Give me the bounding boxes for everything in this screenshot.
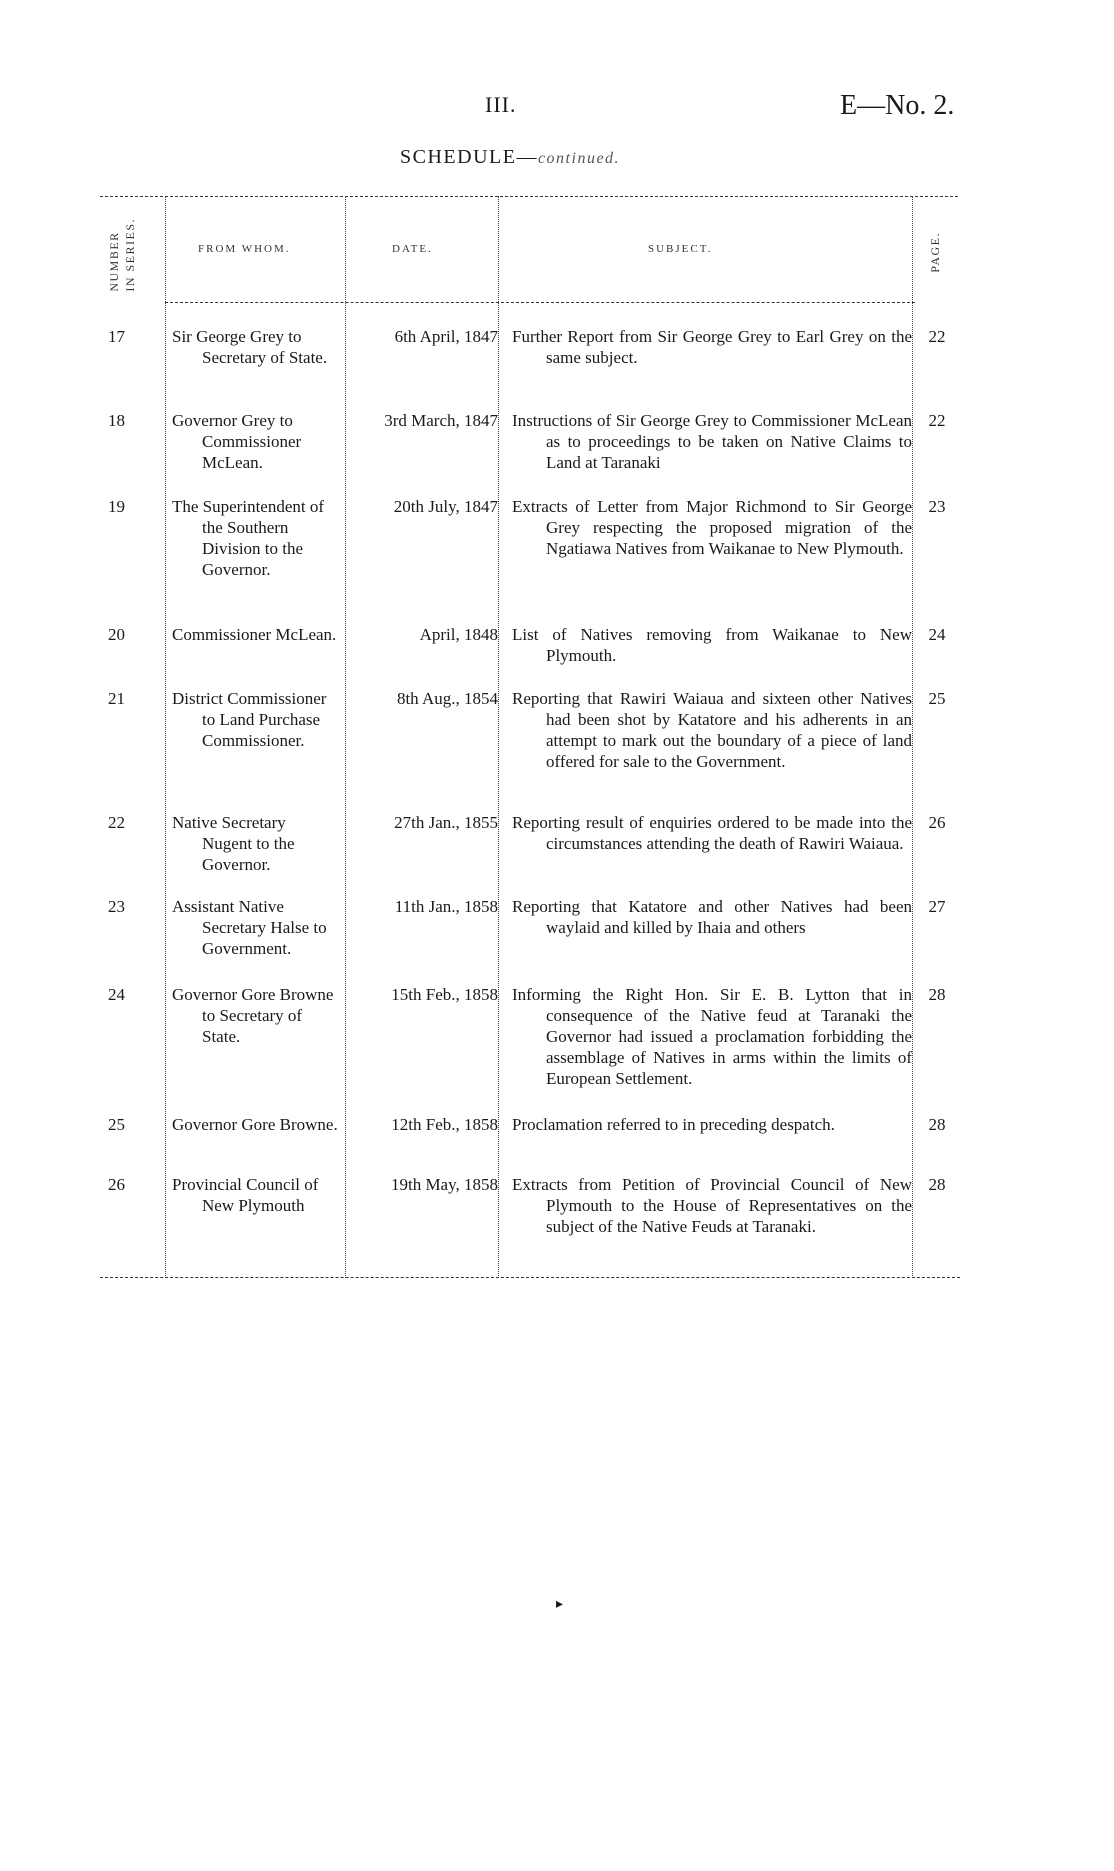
row-number: 17 <box>108 327 125 346</box>
row-page: 28 <box>928 1175 946 1194</box>
column-header-number <box>106 218 138 292</box>
column-header-page: PAGE. <box>928 232 942 273</box>
row-from: Governor Gore Browne to Secretary of State. <box>172 985 334 1046</box>
row-from: Provincial Council of New Plymouth <box>172 1175 319 1215</box>
row-subject: Extracts of Letter from Major Richmond to Sir George Grey respecting the proposed migration of the Ngatiawa Natives from Waikanae to New Plymouth. <box>512 497 912 558</box>
row-date: 11th Jan., 1858 <box>394 897 498 916</box>
row-date: 12th Feb., 1858 <box>391 1115 498 1134</box>
row-from: The Superintendent of the Southern Division to the Governor. <box>172 497 325 579</box>
row-number: 23 <box>108 897 125 916</box>
row-from: Assistant Native Secretary Halse to Government. <box>172 897 327 958</box>
row-from: District Commissioner to Land Purchase Commissioner. <box>172 689 327 750</box>
column-rule-date <box>498 196 499 1278</box>
row-page: 22 <box>928 327 946 346</box>
row-number: 24 <box>108 985 125 1004</box>
schedule-title <box>400 146 620 169</box>
row-subject: Instructions of Sir George Grey to Commissioner McLean as to proceedings to be taken on Native Claims to Land at Taranaki <box>512 411 912 472</box>
row-page: 24 <box>928 625 946 644</box>
page-number: III. <box>485 92 517 117</box>
table-top-rule <box>100 196 958 197</box>
row-from: Sir George Grey to Secretary of State. <box>172 327 328 367</box>
row-date: 27th Jan., 1855 <box>394 813 498 832</box>
row-date: 15th Feb., 1858 <box>391 985 498 1004</box>
table-bottom-rule <box>100 1277 960 1278</box>
row-from: Governor Gore Browne. <box>172 1115 338 1134</box>
row-from: Governor Grey to Commissioner McLean. <box>172 411 302 472</box>
row-from: Native Secretary Nugent to the Governor. <box>172 813 295 874</box>
row-date: 8th Aug., 1854 <box>396 689 498 708</box>
row-number: 25 <box>108 1115 125 1134</box>
row-subject: Further Report from Sir George Grey to Earl Grey on the same subject. <box>512 327 912 367</box>
row-subject: Reporting that Katatore and other Natives had been waylaid and killed by Ihaia and others <box>512 897 912 937</box>
row-subject: List of Natives removing from Waikanae to New Plymouth. <box>512 625 912 665</box>
row-page: 23 <box>928 497 946 516</box>
row-subject: Reporting result of enquiries ordered to be made into the circumstances attending the death of Rawiri Waiaua. <box>512 813 912 853</box>
header-bottom-rule <box>165 302 915 303</box>
row-number: 18 <box>108 411 125 430</box>
row-page: 26 <box>928 813 946 832</box>
row-date: April, 1848 <box>419 625 498 644</box>
row-number: 21 <box>108 689 125 708</box>
row-page: 25 <box>928 689 946 708</box>
row-number: 19 <box>108 497 125 516</box>
row-subject: Extracts from Petition of Provincial Council of New Plymouth to the House of Representatives on the subject of the Native Feuds at Taranaki. <box>512 1175 912 1236</box>
row-date: 6th April, 1847 <box>394 327 498 346</box>
row-subject: Proclamation referred to in preceding despatch. <box>512 1115 835 1134</box>
column-header-from: FROM WHOM. <box>198 243 291 255</box>
column-rule-subject <box>912 196 913 1278</box>
series-identifier: E—No. 2. <box>840 90 955 121</box>
row-subject: Reporting that Rawiri Waiaua and sixteen other Natives had been shot by Katatore and his adherents in an attempt to mark out the boundary of a piece of land offered for sale to the Government. <box>512 689 912 771</box>
row-date: 20th July, 1847 <box>393 497 498 516</box>
row-number: 26 <box>108 1175 125 1194</box>
column-rule-number <box>165 196 166 1278</box>
header-number-label: NUMBER <box>107 231 121 292</box>
row-from: Commissioner McLean. <box>172 625 337 644</box>
title-continued: continued. <box>537 150 621 167</box>
row-page: 22 <box>928 411 946 430</box>
column-header-date: DATE. <box>392 243 433 255</box>
row-page: 28 <box>928 985 946 1004</box>
row-subject: Informing the Right Hon. Sir E. B. Lytton that in consequence of the Native feud at Taranaki the Governor had issued a proclamation forbidding the assemblage of Natives in arms within the limits of European Settlement. <box>512 985 912 1088</box>
row-page: 27 <box>928 897 946 916</box>
row-date: 3rd March, 1847 <box>384 411 498 430</box>
row-page: 28 <box>928 1115 946 1134</box>
row-number: 22 <box>108 813 125 832</box>
header-series-label: IN SERIES. <box>123 218 137 292</box>
column-rule-from <box>345 196 346 1278</box>
column-header-subject: SUBJECT. <box>648 243 713 255</box>
printers-mark: ▸ <box>556 1597 564 1612</box>
title-main: SCHEDULE— <box>400 146 538 168</box>
row-number: 20 <box>108 625 125 644</box>
row-date: 19th May, 1858 <box>390 1175 498 1194</box>
